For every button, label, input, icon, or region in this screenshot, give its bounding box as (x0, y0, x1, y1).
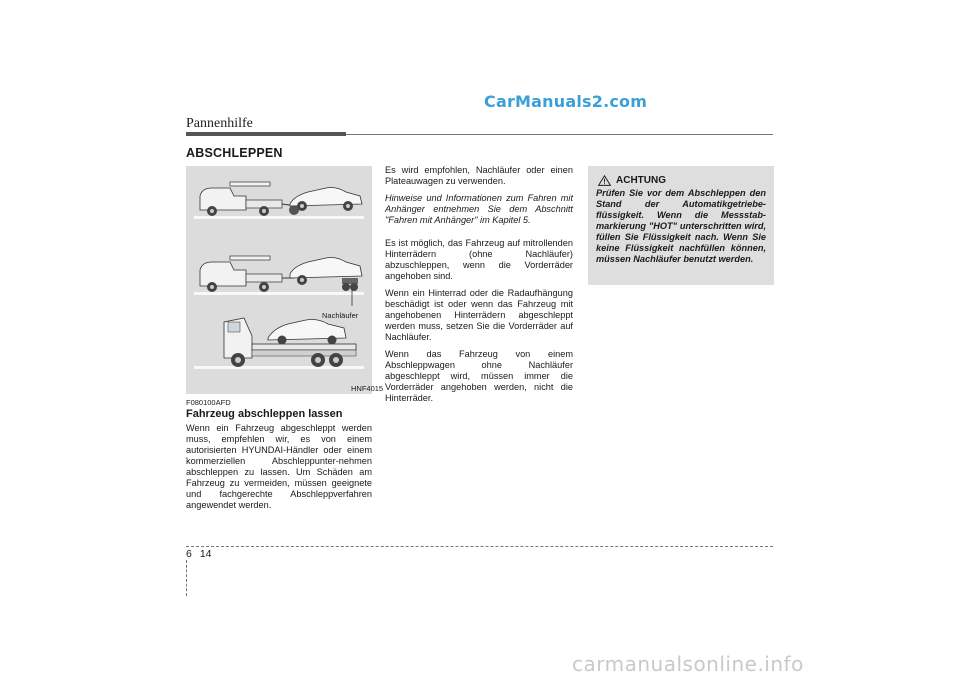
paragraph-4: Wenn ein Hinterrad oder die Radaufhängung beschädigt ist oder wenn das Fahrzeug mit angehobenen Hinterrädern abgeschleppt werden muss, setzen Sie die Vorderräder auf Nachläufer. (385, 288, 573, 342)
column-2 (385, 165, 573, 410)
intro-paragraph: Wenn ein Fahrzeug abgeschleppt werden muss, empfehlen wir, es von einem autorisierten HYUNDAI-Händler oder einem kommerziellen Abschleppunter-nehmen abschleppen zu lassen. Um Schäden am Fahrzeug zu vermeiden, müssen geeignete und fachgerechte Abschleppverfahren angewendet werden. (186, 423, 372, 510)
chapter-number: 6 (186, 548, 192, 560)
towing-illustration-svg (186, 166, 372, 394)
watermark-top: CarManuals2.com (484, 92, 648, 111)
paragraph-5: Wenn das Fahrzeug von einem Abschleppwagen ohne Nachläufer abgeschleppt wird, müssen immer die Vorderräder angehoben werden, nicht die Hinterräder. (385, 349, 573, 403)
footer-dashed-rule (186, 546, 773, 547)
page-number-value: 14 (199, 548, 212, 560)
header-rule-thick (186, 132, 346, 136)
paragraph-3: Es ist möglich, das Fahrzeug auf mitrollenden Hinterrädern (ohne Nachläufer) abzuschleppen, wenn die Vorderräder angehoben sind. (385, 238, 573, 281)
towing-illustration (186, 166, 372, 394)
header-rule-thin (346, 134, 773, 135)
footer-vertical-dash (186, 560, 187, 596)
warning-text: Prüfen Sie vor dem Abschleppen den Stand der Automatikgetriebe-flüssigkeit. Wenn die Messstab-markierung "HOT" unterschritten wird, füllen Sie Flüssigkeit nach. Wenn Sie keine Flüssigkeit nachfüllen können, müssen Nachläufer benutzt werden. (596, 188, 766, 264)
paragraph-2-note: Hinweise und Informationen zum Fahren mit Anhänger entnehmen Sie dem Abschnitt "Fahren mit Anhänger" im Kapitel 5. (385, 193, 573, 225)
dolly-callout-label: Nachläufer (322, 311, 359, 320)
watermark-bottom: carmanualsonline.info (572, 652, 804, 676)
subheading: Fahrzeug abschleppen lassen (186, 408, 343, 420)
warning-box (588, 166, 774, 285)
warning-triangle-icon (598, 175, 611, 186)
page-number (186, 548, 212, 560)
tow-scene-3 (194, 318, 364, 369)
section-title: Pannenhilfe (186, 116, 253, 131)
warning-title: ACHTUNG (616, 175, 666, 186)
reference-code: F080100AFD (186, 398, 231, 407)
tow-scene-2 (194, 256, 364, 306)
figure-code: HNF4015 (351, 384, 384, 393)
tow-scene-1 (194, 182, 364, 219)
paragraph-1: Es wird empfohlen, Nachläufer oder einen Plateauwagen zu verwenden. (385, 165, 573, 186)
page-heading: ABSCHLEPPEN (186, 146, 283, 160)
